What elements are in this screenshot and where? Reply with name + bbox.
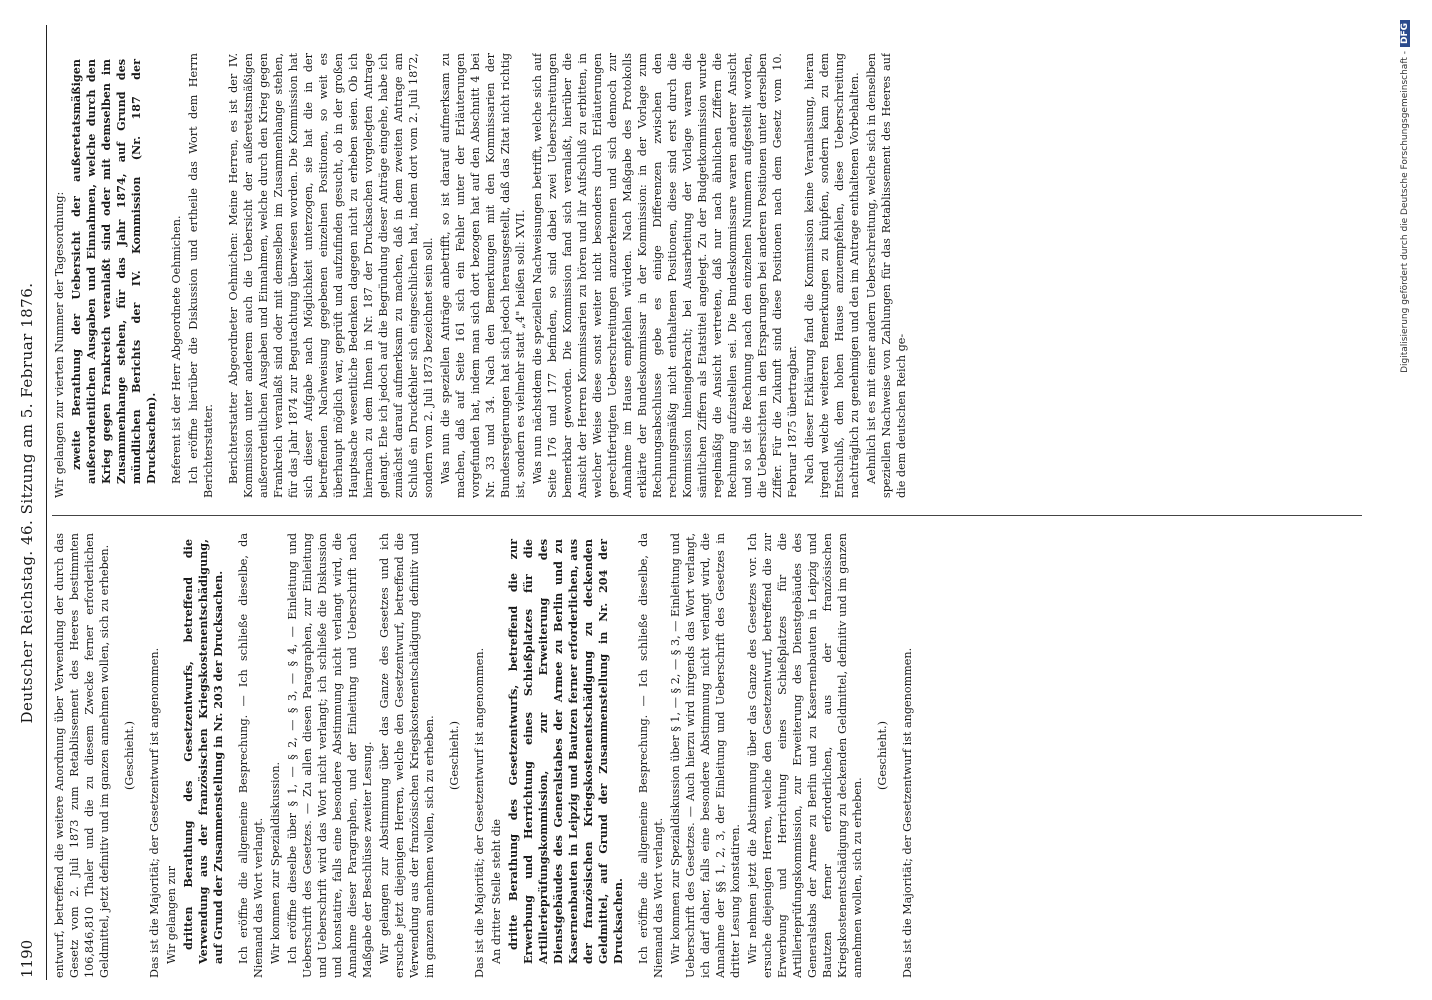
paragraph: Ich eröffne die allgemeine Besprechung. — Ich schließe dieselbe, da Niemand das Wort verlangt. xyxy=(237,533,265,978)
paragraph: Nach dieser Erklärung fand die Kommission keine Veranlassung, hieran irgend welche weiteren Bemerkungen zu knüpfen, sondern kam zu dem Entschluß, dem hohen Hause anzuempfehlen, diese Ueberschreitung nachträglich zu genehmigen und den im Antrage enthaltenen Vorbehalten. xyxy=(803,53,861,498)
paragraph: Referent ist der Herr Abgeordnete Oehmichen. xyxy=(170,215,183,484)
page-header xyxy=(18,28,42,978)
right-column xyxy=(52,53,1372,498)
paragraph: Wir gelangen zur vierten Nummer der Tagesordnung: xyxy=(53,191,66,498)
paragraph: Wir kommen zur Spezialdiskussion über § 1, — § 2, — § 3, — Einleitung und Ueberschrift des Gesetzes. — Auch hierzu wird nirgends das Wort verlangt, ich darf daher, falls eine besondere Abstimmung nicht verlangt wird, die Annahme der §§ 1, 2, 3, der Einleitung und Ueberschrift des Gesetzes in dritter Lesung konstatiren. xyxy=(669,533,742,978)
paragraph: Ich eröffne hierüber die Diskussion und ertheile das Wort dem Herrn Berichterstatter. xyxy=(187,53,215,498)
header-rule xyxy=(46,25,47,980)
paragraph: (Geschieht.) xyxy=(448,721,461,790)
paragraph: Berichterstatter Abgeordneter Oehmichen: Meine Herren, es ist der IV. Kommission unter anderem auch die Uebersicht der außeretatsmäßigen außerordentlichen Ausgaben und Einnahmen, welche durch den Krieg gegen Frankreich veranlaßt sind oder mit demselben im Zusammenhange stehen, für das Jahr 1874 zur Begutachtung überwiesen worden. Die Kommission hat sich dieser Aufgabe nach Möglichkeit unterzogen, sie hat die in der betreffenden Nachweisung gegebenen einzelnen Positionen, so weit es überhaupt möglich war, geprüft und aufzufinden gesucht, ob in der großen Hauptsache wesentliche Bedenken dagegen nicht zu erheben seien. Ob ich hiernach zu dem Ihnen in Nr. 187 der Drucksachen vorgelegten Antrage gelangt. Ehe ich jedoch auf die Begründung dieser Anträge eingehe, habe ich zunächst darauf aufmerksam zu machen, daß in dem zweiten Antrage am Schluß ein Druckfehler sich eingeschlichen hat, indem dort vom 2. Juli 1872, sondern vom 2. Juli 1873 bezeichnet sein soll. xyxy=(227,53,435,498)
paragraph: Das ist die Majorität; der Gesetzentwurf ist angenommen. xyxy=(473,647,486,978)
paragraph: dritte Berathung des Gesetzentwurfs, betreffend die zur Erwerbung und Herrichtung eines Schießplatzes für die Artillerieprüfungskommission, zur Erweiterung des Dienstgebäudes des Generalstabes der Armee zu Berlin und zu Kasernenbauten in Leipzig und Bautzen ferner erforderlichen, aus der französischen Kriegskostenentschädigung zu deckenden Geldmittel, auf Grund der Zusammenstellung in Nr. 204 der Drucksachen. xyxy=(506,539,625,964)
watermark-text: Digitalisierung gefördert durch die Deutsche Forschungsgemeinschaft - xyxy=(1400,51,1410,373)
paragraph: Ich eröffne die allgemeine Besprechung. — Ich schließe dieselbe, da Niemand das Wort verlangt. xyxy=(637,533,665,978)
paragraph: zweite Berathung der Uebersicht der außeretatsmäßigen außerordentlichen Ausgaben und Einnahmen, welche durch den Krieg gegen Frankreich veranlaßt sind oder mit demselben im Zusammenhange stehen, für das Jahr 1874, auf Grund des mündlichen Berichts der IV. Kommission (Nr. 187 der Drucksachen). xyxy=(69,59,158,484)
paragraph: Wir gelangen zur Abstimmung über das Ganze des Gesetzes und ich ersuche jetzt diejenigen Herren, welche den Gesetzentwurf, betreffend die Verwendung aus der französischen Kriegskostenentschädigung definitiv und im ganzen annehmen wollen, sich zu erheben. xyxy=(378,533,436,978)
page-number: 1190 xyxy=(18,939,36,978)
dfg-logo: DFG xyxy=(1400,20,1410,47)
paragraph: Wir gelangen zur xyxy=(165,865,178,964)
running-title: Deutscher Reichstag. 46. Sitzung am 5. Februar 1876. xyxy=(18,282,36,724)
paragraph: Das ist die Majorität; der Gesetzentwurf ist angenommen. xyxy=(901,647,914,978)
paragraph: An dritter Stelle steht die xyxy=(490,818,503,964)
paragraph: Was nun nächstdem die speziellen Nachweisungen betrifft, welche sich auf Seite 176 und 177 befinden, so sind dabei zwei Ueberschreitungen bemerkbar geworden. Die Kommission fand sich veranlaßt, hierüber die Ansicht der Herren Kommissarien zu hören und ihr Aufschluß zu erbitten, in welcher Weise diese sonst weiter nicht besonders durch Erläuterungen gerechtfertigten Ueberschreitungen anzuerkennen und sich dennoch zur Annahme im Hause empfehlen würden. Nach Maßgabe des Protokolls erklärte der Bundeskommissar in der Kommission: in der Vorlage zum Rechnungsabschlusse gebe es einige Differenzen zwischen den rechnungsmäßig nicht enthaltenen Positionen, diese sind erst durch die Kommission hineingebracht; bei Ausarbeitung der Vorlage waren die sämtlichen Ziffern als Etatstitel angelegt. Zu der Budgetkommission wurde regelmäßig die Ansicht vertreten, daß nur nach ähnlichen Ziffern die Rechnung aufzustellen sei. Die Bundeskommissare waren anderer Ansicht und so ist die Rechnung nach den einzelnen Nummern aufgestellt worden, die Uebersichten in den Ersparungen bei anderen Positionen unter derselben Ziffer. Für die Zukunft sind diese Positionen nach dem Gesetz vom 10. Februar 1875 übertragbar. xyxy=(531,53,799,498)
paragraph: (Geschieht.) xyxy=(123,721,136,790)
dfg-watermark xyxy=(1400,20,1410,980)
paragraph: Was nun die speziellen Anträge anbetrifft, so ist darauf aufmerksam zu machen, daß auf Seite 161 sich ein Fehler unter der Erläuterungen vorgefunden hat, indem man sich dort bezogen hat auf den Abschnitt 4 bei Nr. 33 und 34. Nach den Bemerkungen mit den Kommissarien der Bundesregierungen hat sich jedoch herausgestellt, daß das Zitat nicht richtig ist, sondern es vielmehr statt „4" heißen soll: XVII. xyxy=(439,53,527,498)
column-divider xyxy=(52,515,1362,516)
paragraph: (Geschieht.) xyxy=(876,721,889,790)
paragraph: Ich eröffne dieselbe über § 1, — § 2, — § 3, — § 4, — Einleitung und Ueberschrift des Gesetzes. — Zu allen diesen Paragraphen, zur Einleitung und Ueberschrift wird das Wort nicht verlangt; ich schließe die Diskussion und konstatire, falls eine besondere Abstimmung nicht verlangt wird, die Annahme dieser Paragraphen, und der Einleitung und Ueberschrift nach Maßgabe der Beschlüsse zweiter Lesung. xyxy=(286,533,374,978)
paragraph: Das ist die Majorität; der Gesetzentwurf ist angenommen. xyxy=(148,647,161,978)
left-column xyxy=(52,533,1372,978)
paragraph: Wir kommen zur Spezialdiskussion. xyxy=(269,761,282,964)
paragraph: Wir nehmen jetzt die Abstimmung über das Ganze des Gesetzes vor. Ich ersuche diejenigen Herren, welche den Gesetzentwurf, betreffend die zur Erwerbung und Herrichtung eines Schießplatzes für die Artillerieprüfungskommission, zur Erweiterung des Dienstgebäudes des Generalstabs der Armee zu Berlin und zu Kasernenbauten in Leipzig und Bautzen ferner erforderlichen, aus der französischen Kriegskostenentschädigung zu deckenden Geldmittel, definitiv und im ganzen annehmen wollen, sich zu erheben. xyxy=(746,533,864,978)
paragraph: dritten Berathung des Gesetzentwurfs, betreffend die Verwendung aus der französischen Kriegskostenentschädigung, auf Grund der Zusammenstellung in Nr. 203 der Drucksachen. xyxy=(181,539,225,964)
paragraph: entwurf, betreffend die weitere Anordnung über Verwendung der durch das Gesetz vom 2. Juli 1873 zum Retablissement des Heeres bestimmten 106,846,810 Thaler und die zu diesem Zwecke ferner erforderlichen Geldmittel, jetzt definitiv und im ganzen annehmen wollen, sich zu erheben. xyxy=(53,533,111,978)
paragraph: Aehnlich ist es mit einer andern Ueberschreitung, welche sich in denselben speziellen Nachweise von Zahlungen für das Retablissement des Heeres auf die dem deutschen Reich ge- xyxy=(865,53,908,498)
